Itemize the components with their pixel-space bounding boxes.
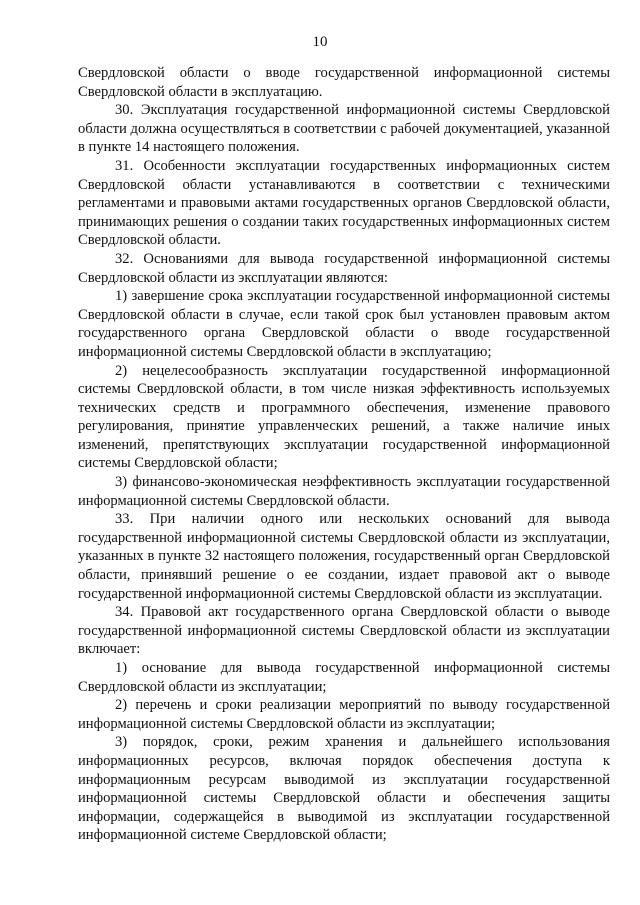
paragraph-34-item-1: 1) основание для вывода государственной информационной системы Свердловской области из эксплуатации; — [78, 660, 610, 695]
paragraph-32: 32. Основаниями для вывода государственной информационной системы Свердловской области из эксплуатации являются: — [78, 250, 610, 286]
paragraph-34-item-3: 3) порядок, сроки, режим хранения и дальнейшего использования информационных ресурсов, включая порядок обеспечения доступа к информационным ресурсам выводимой из эксплуатации государственной информационной системы Свердловской области и обеспечения защиты информации, содержащейся в выводимой из эксплуатации государственной информационной системе Свердловской области; — [78, 734, 610, 844]
paragraph-32-item-2: 2) нецелесообразность эксплуатации государственной информационной системы Свердловской области, в том числе низкая эффективность используемых технических средств и программного обеспечения, изменение правового регулирования, принятие управленческих решений, а также наличие иных изменений, препятствующих эксплуатации государственной информационной системы Свердловской области; — [78, 362, 610, 472]
paragraph-34: 34. Правовой акт государственного органа Свердловской области о выводе государственной информационной системы Свердловской области из эксплуатации включает: — [78, 604, 610, 658]
page-number: 10 — [312, 34, 328, 50]
paragraph-32-item-3: 3) финансово-экономическая неэффективность эксплуатации государственной информационной системы Свердловской области. — [78, 474, 610, 509]
paragraph-33: 33. При наличии одного или нескольких оснований для вывода государственной информационной системы Свердловской области из эксплуатации, указанных в пункте 32 настоящего положения, государственный орган Свердловской области, принявший решение о ее создании, издает правовой акт о выводе государственной информационной системы Свердловской области из эксплуатации. — [78, 511, 610, 602]
paragraph-continuation: Свердловской области о вводе государственной информационной системы Свердловской области в эксплуатацию. — [78, 65, 610, 100]
paragraph-32-item-1: 1) завершение срока эксплуатации государственной информационной системы Свердловской области в случае, если такой срок был установлен правовым актом государственного органа Свердловской области о вводе государственной информационной системы Свердловской области в эксплуатацию; — [78, 288, 610, 360]
paragraph-31: 31. Особенности эксплуатации государственных информационных систем Свердловской области устанавливаются в соответствии с техническими регламентами и правовыми актами государственных органов Свердловской области, принимающих решения о создании таких государственных информационных систем Свердловской области. — [78, 157, 610, 249]
paragraph-34-item-2: 2) перечень и сроки реализации мероприятий по выводу государственной информационной системы Свердловской области из эксплуатации; — [78, 697, 610, 732]
document-body — [78, 64, 610, 845]
paragraph-30: 30. Эксплуатация государственной информационной системы Свердловской области должна осуществляться в соответствии с рабочей документацией, указанной в пункте 14 настоящего положения. — [78, 102, 610, 156]
